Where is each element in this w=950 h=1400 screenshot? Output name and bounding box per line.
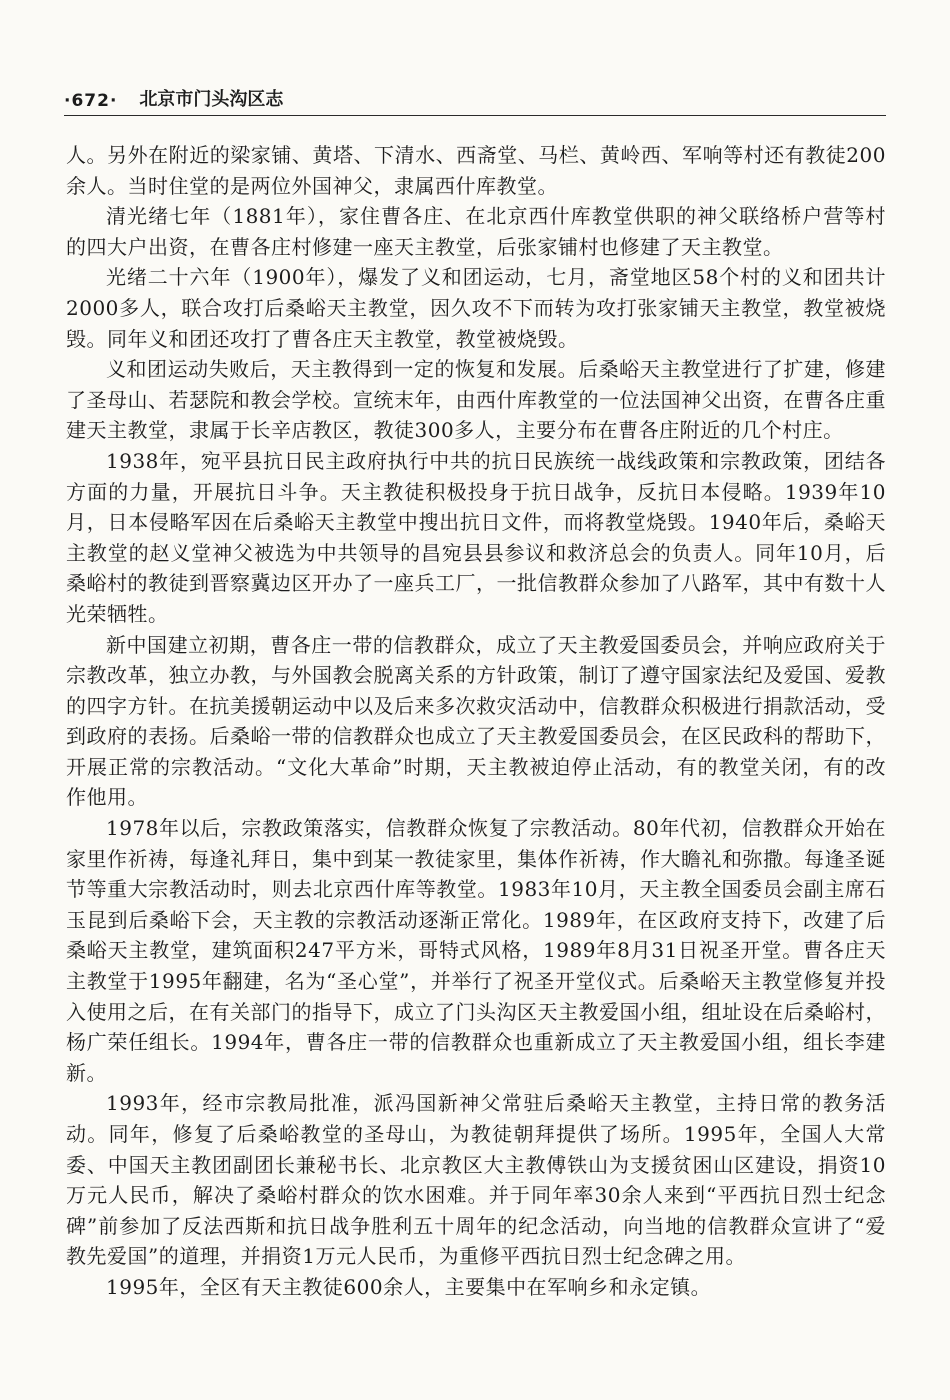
paragraph: 1995年，全区有天主教徒600余人，主要集中在军响乡和永定镇。 [106, 1274, 712, 1299]
paragraph: 1978年以后，宗教政策落实，信教群众恢复了宗教活动。80年代初，信教群众开始在家里作祈祷，每逢礼拜日，集中到某一教徒家里，集体作祈祷，作大瞻礼和弥撒。每逢圣诞节等重大宗教活动时，则去北京西什库等教堂。1983年10月，天主教全国委员会副主席石玉昆到后桑峪下会，天主教的宗教活动逐渐正常化。1989年，在区政府支持下，改建了后桑峪天主教堂，建筑面积247平方米，哥特式风格，1989年8月31日祝圣开堂。曹各庄天主教堂于1995年翻建，名为“圣心堂”，并举行了祝圣开堂仪式。后桑峪天主教堂修复并投入使用之后，在有关部门的指导下，成立了门头沟区天主教爱国小组，组址设在后桑峪村，杨广荣任组长。1994年，曹各庄一带的信教群众也重新成立了天主教爱国小组，组长李建新。 [66, 816, 886, 1085]
paragraph: 义和团运动失败后，天主教得到一定的恢复和发展。后桑峪天主教堂进行了扩建，修建了圣母山、若瑟院和教会学校。宣统末年，由西什库教堂的一位法国神父出资，在曹各庄重建天主教堂，隶属于长辛店教区，教徒300多人，主要分布在曹各庄附近的几个村庄。 [66, 357, 886, 443]
body-text [66, 140, 886, 1303]
paragraph: 新中国建立初期，曹各庄一带的信教群众，成立了天主教爱国委员会，并响应政府关于宗教改革，独立办教，与外国教会脱离关系的方针政策，制订了遵守国家法纪及爱国、爱教的四字方针。在抗美援朝运动中以及后来多次救灾活动中，信教群众积极进行捐款活动，受到政府的表扬。后桑峪一带的信教群众也成立了天主教爱国委员会，在区民政科的帮助下，开展正常的宗教活动。“文化大革命”时期，天主教被迫停止活动，有的教堂关闭，有的改作他用。 [66, 632, 886, 810]
paragraph-continuation: 人。另外在附近的梁家铺、黄塔、下清水、西斋堂、马栏、黄岭西、军响等村还有教徒200余人。当时住堂的是两位外国神父，隶属西什库教堂。 [66, 143, 886, 198]
paragraph: 光绪二十六年（1900年），爆发了义和团运动，七月，斋堂地区58个村的义和团共计2000多人，联合攻打后桑峪天主教堂，因久攻不下而转为攻打张家铺天主教堂，教堂被烧毁。同年义和团还攻打了曹各庄天主教堂，教堂被烧毁。 [66, 265, 886, 351]
page-header [64, 82, 886, 116]
book-title: 北京市门头沟区志 [139, 89, 284, 110]
paragraph: 1938年，宛平县抗日民主政府执行中共的抗日民族统一战线政策和宗教政策，团结各方面的力量，开展抗日斗争。天主教徒积极投身于抗日战争，反抗日本侵略。1939年10月，日本侵略军因在后桑峪天主教堂中搜出抗日文件，而将教堂烧毁。1940年后，桑峪天主教堂的赵义堂神父被选为中共领导的昌宛县县参议和救济总会的负责人。同年10月，后桑峪村的教徒到晋察冀边区开办了一座兵工厂，一批信教群众参加了八路军，其中有数十人光荣牺牲。 [66, 448, 886, 626]
paragraph: 1993年，经市宗教局批准，派冯国新神父常驻后桑峪天主教堂，主持日常的教务活动。同年，修复了后桑峪教堂的圣母山，为教徒朝拜提供了场所。1995年，全国人大常委、中国天主教团副团长兼秘书长、北京教区大主教傅铁山为支援贫困山区建设，捐资10万元人民币，解决了桑峪村群众的饮水困难。并于同年率30余人来到“平西抗日烈士纪念碑”前参加了反法西斯和抗日战争胜利五十周年的纪念活动，向当地的信教群众宣讲了“爱教先爱国”的道理，并捐资1万元人民币，为重修平西抗日烈士纪念碑之用。 [66, 1091, 886, 1269]
page-number: ·672· [64, 91, 118, 111]
paragraph: 清光绪七年（1881年），家住曹各庄、在北京西什库教堂供职的神父联络桥户营等村的四大户出资，在曹各庄村修建一座天主教堂，后张家铺村也修建了天主教堂。 [66, 204, 886, 259]
